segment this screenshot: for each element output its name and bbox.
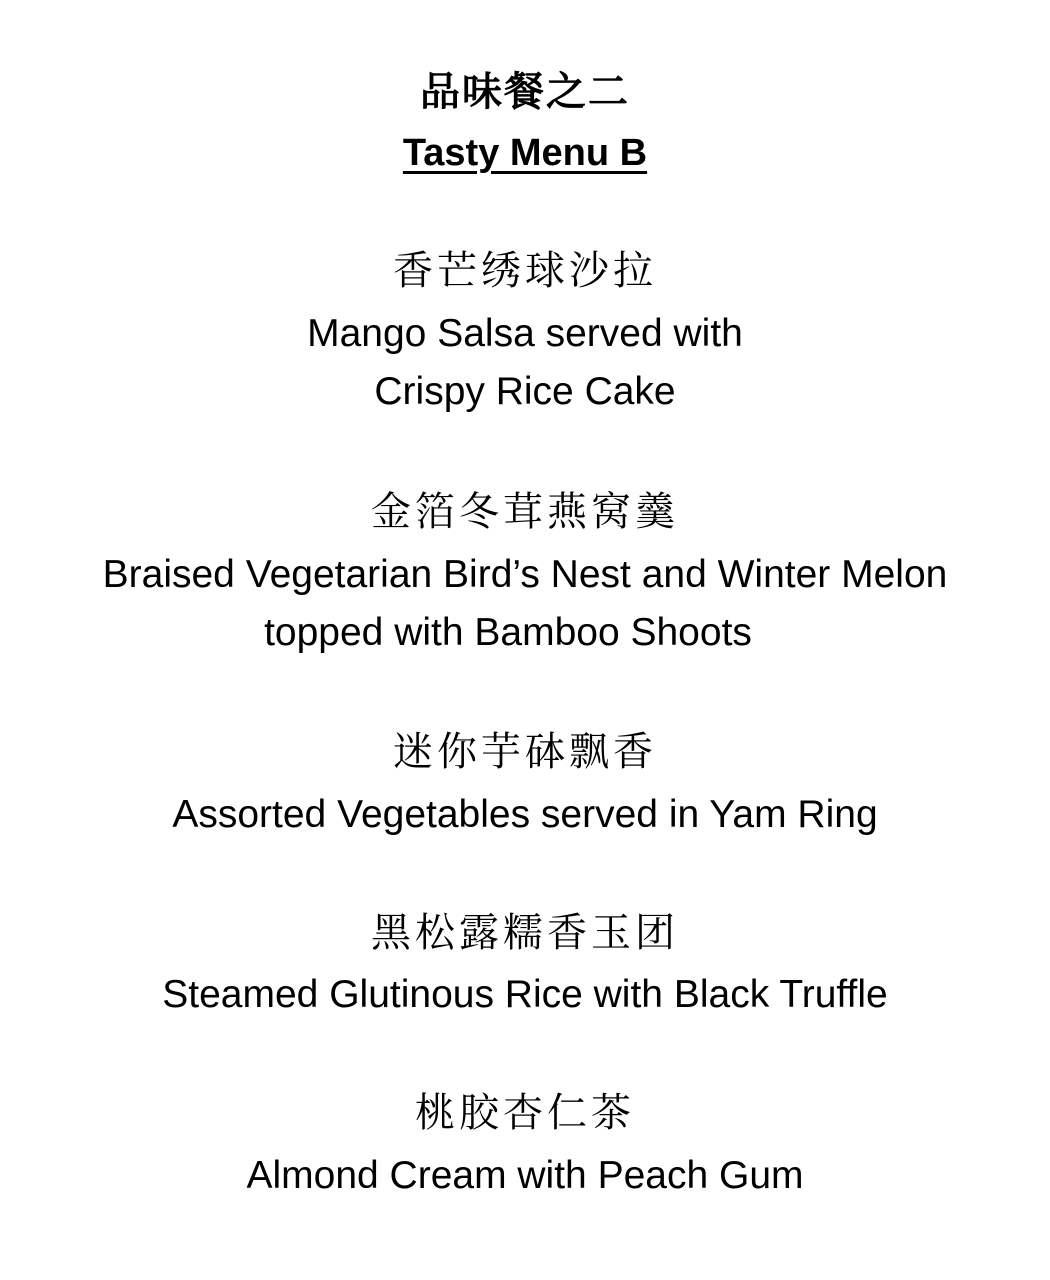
menu-title-en: Tasty Menu B (402, 132, 648, 174)
course-4-name-zh: 黑松露糯香玉团 (371, 910, 679, 956)
course-5-name-zh: 桃胶杏仁茶 (415, 1090, 635, 1136)
course-3-name-en-line-1: Assorted Vegetables served in Yam Ring (172, 793, 878, 836)
course-1-name-zh: 香芒绣球沙拉 (393, 248, 657, 294)
course-4-name-en-line-1: Steamed Glutinous Rice with Black Truffle (162, 973, 888, 1016)
course-5-name-en-line-1: Almond Cream with Peach Gum (246, 1154, 804, 1197)
course-1-name-en-line-1: Mango Salsa served with (307, 312, 743, 355)
course-2-name-zh: 金箔冬茸燕窝羹 (371, 489, 679, 535)
course-1-name-en-line-2: Crispy Rice Cake (374, 370, 676, 413)
course-2-name-en-line-1: Braised Vegetarian Bird’s Nest and Winter Melon (102, 553, 948, 596)
menu-title-zh: 品味餐之二 (420, 69, 630, 115)
course-3-name-zh: 迷你芋砵飘香 (393, 729, 657, 775)
course-2-name-en-line-2: topped with Bamboo Shoots (264, 611, 752, 654)
